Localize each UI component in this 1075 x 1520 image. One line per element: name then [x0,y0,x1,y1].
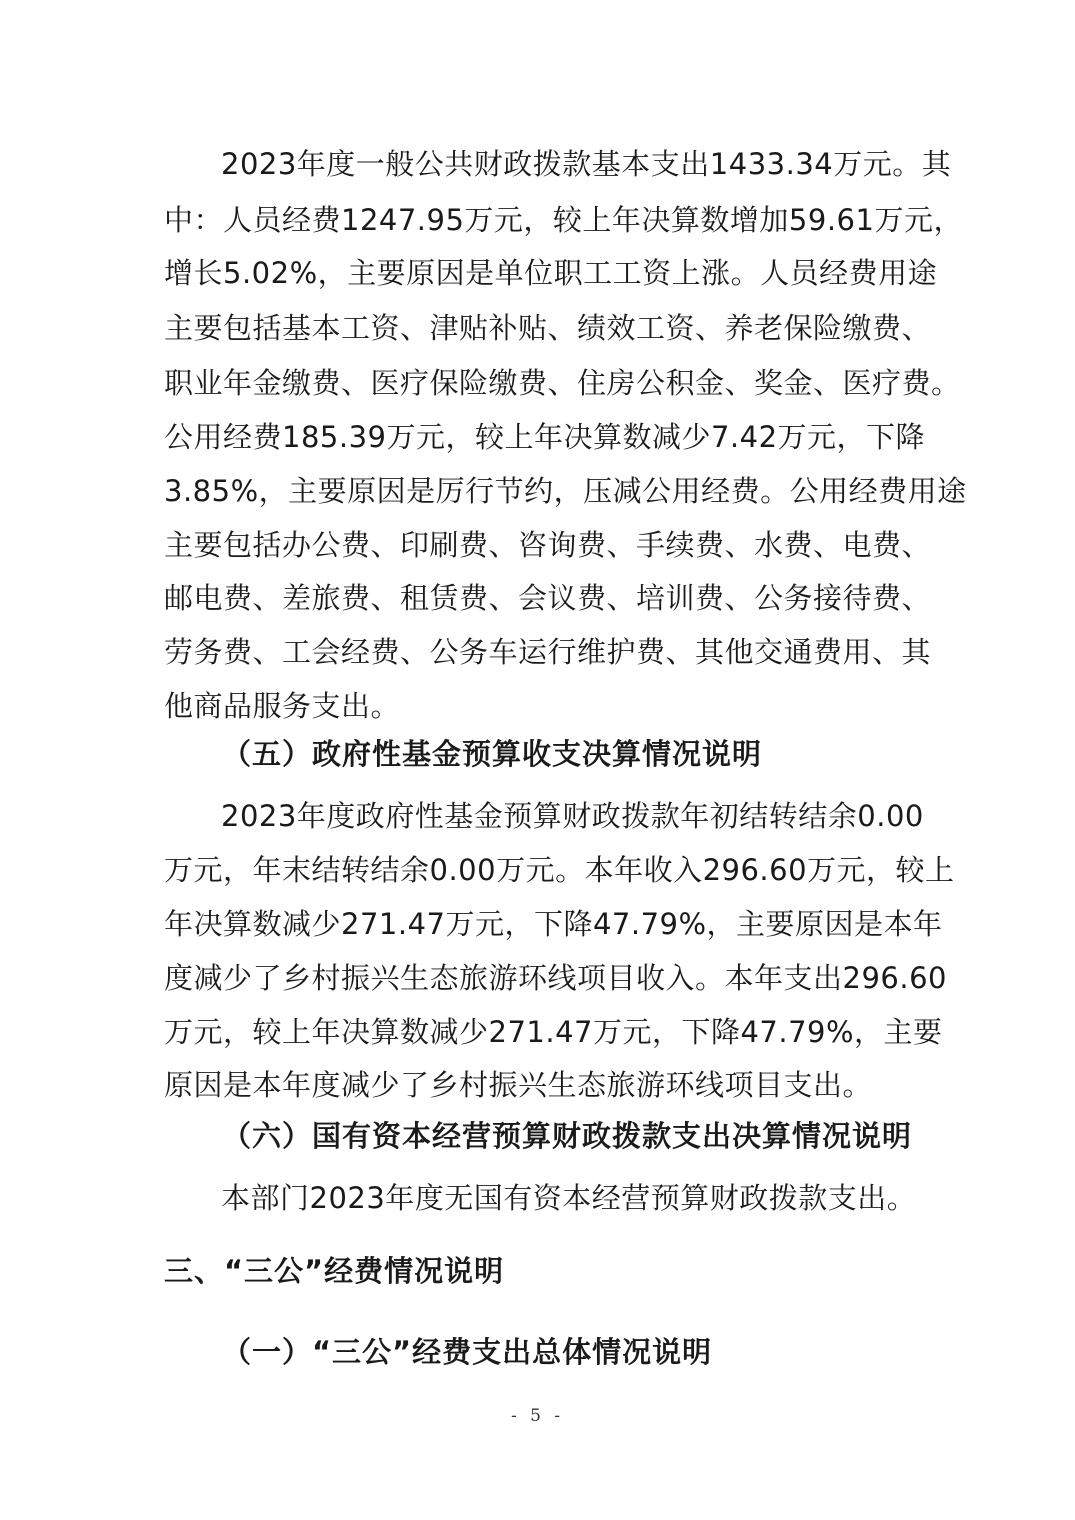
heading-state-capital: （六）国有资本经营预算财政拨款支出决算情况说明 [222,1119,913,1153]
section-three-public-expenses-title: 三、“三公”经费情况说明 [164,1254,505,1288]
paragraph-2-line-4: 度减少了乡村振兴生态旅游环线项目收入。本年支出296.60 [164,961,947,995]
paragraph-1-line-7: 3.85%，主要原因是厉行节约，压减公用经费。公用经费用途 [164,474,967,508]
paragraph-1-line-10: 劳务费、工会经费、公务车运行维护费、其他交通费用、其 [164,635,932,669]
paragraph-1-line-4: 主要包括基本工资、津贴补贴、绩效工资、养老保险缴费、 [164,311,932,345]
paragraph-1-line-6: 公用经费185.39万元，较上年决算数减少7.42万元，下降 [164,420,926,454]
heading-overall-three-public-expenses: （一）“三公”经费支出总体情况说明 [222,1335,713,1369]
paragraph-1-line-8: 主要包括办公费、印刷费、咨询费、手续费、水费、电费、 [164,528,932,562]
paragraph-2-line-5: 万元，较上年决算数减少271.47万元，下降47.79%，主要 [164,1015,943,1049]
paragraph-3-line-1: 本部门2023年度无国有资本经营预算财政拨款支出。 [221,1181,917,1215]
paragraph-2-line-3: 年决算数减少271.47万元，下降47.79%，主要原因是本年 [164,907,943,941]
paragraph-1-line-1: 2023年度一般公共财政拨款基本支出1433.34万元。其 [221,147,952,181]
page-number: - 5 - [510,1406,565,1426]
paragraph-1-line-2: 中：人员经费1247.95万元，较上年决算数增加59.61万元， [164,203,963,237]
paragraph-1-line-5: 职业年金缴费、医疗保险缴费、住房公积金、奖金、医疗费。 [164,366,961,400]
paragraph-2-line-1: 2023年度政府性基金预算财政拨款年初结转结余0.00 [221,799,924,833]
paragraph-2-line-2: 万元，年末结转结余0.00万元。本年收入296.60万元，较上 [164,853,955,887]
paragraph-1-line-11: 他商品服务支出。 [164,689,401,723]
paragraph-1-line-9: 邮电费、差旅费、租赁费、会议费、培训费、公务接待费、 [164,581,932,615]
paragraph-1-line-3: 增长5.02%，主要原因是单位职工工资上涨。人员经费用途 [164,256,938,290]
heading-government-fund: （五）政府性基金预算收支决算情况说明 [222,737,763,771]
paragraph-2-line-6: 原因是本年度减少了乡村振兴生态旅游环线项目支出。 [164,1068,873,1102]
